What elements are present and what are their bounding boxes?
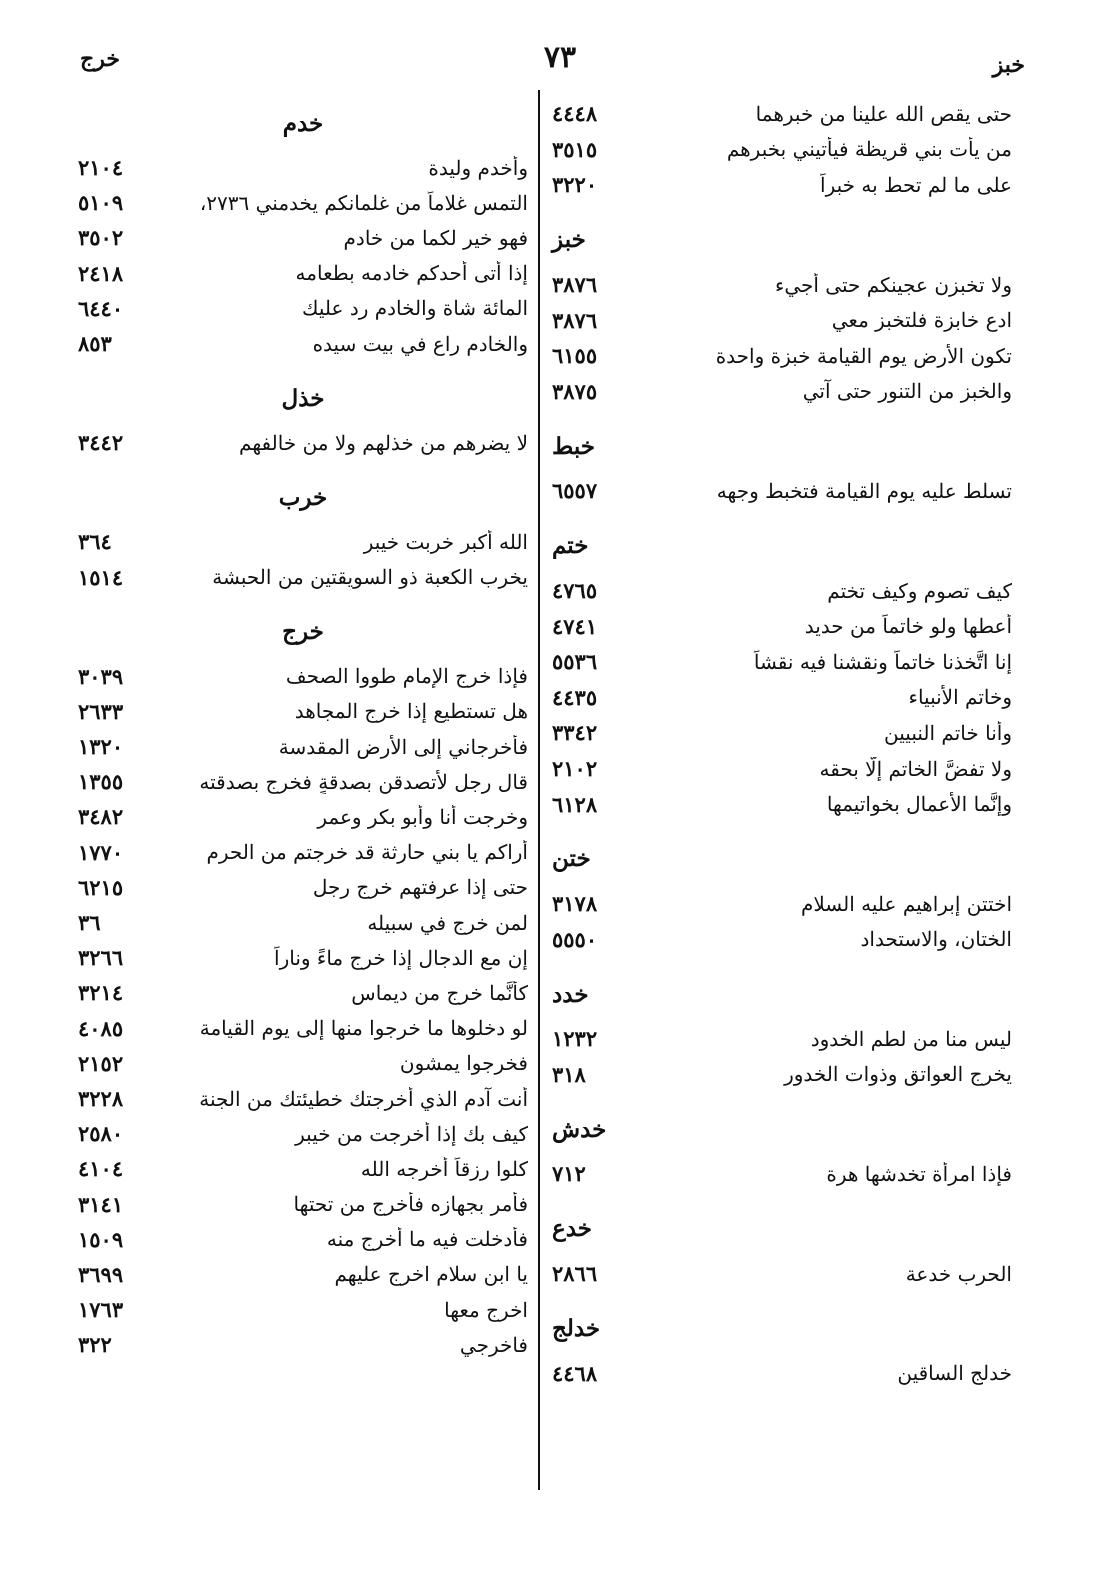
hadith-phrase: من يأت بني قريظة فيأتيني بخبرهم (726, 137, 1012, 162)
hadith-number: ٣٨٧٥ (552, 378, 598, 404)
hadith-phrase: على ما لم تحط به خبراً (820, 172, 1012, 197)
header-last-word: خرج (80, 46, 120, 72)
index-entry (78, 291, 528, 326)
index-entry (78, 799, 528, 834)
hadith-number: ٣٢١٤ (78, 980, 124, 1006)
hadith-number: ٦٤٤٠ (78, 295, 124, 321)
hadith-phrase: فأدخلت فيه ما أخرج منه (326, 1227, 528, 1252)
hadith-number: ٤٧٦٥ (552, 577, 598, 603)
index-entry (552, 1156, 1012, 1192)
index-entry (552, 1021, 1012, 1057)
hadith-number: ٤٤٦٨ (552, 1360, 598, 1386)
hadith-phrase: أعطها ولو خاتماً من حديد (804, 614, 1012, 639)
index-entry (78, 1187, 528, 1222)
hadith-phrase: يا ابن سلام اخرج عليهم (334, 1262, 528, 1287)
root-heading: خرج (282, 618, 324, 646)
hadith-number: ٢٤١٨ (78, 260, 124, 286)
hadith-phrase: التمس غلاماً من غلمانكم يخدمني ٢٧٣٦، (199, 190, 528, 215)
hadith-phrase: والخبز من التنور حتى آتي (802, 379, 1012, 404)
page-header (0, 40, 1111, 86)
hadith-number: ٣٠٣٩ (78, 663, 124, 689)
hadith-number: ١٢٣٢ (552, 1026, 598, 1052)
root-heading: خدع (552, 1215, 593, 1243)
index-entry (552, 1355, 1012, 1391)
hadith-phrase: الحرب خدعة (905, 1261, 1012, 1286)
hadith-number: ٤١٠٤ (78, 1156, 124, 1182)
hadith-number: ٤٤٤٨ (552, 101, 598, 127)
hadith-phrase: ولا تخبزن عجينكم حتى أجيء (774, 272, 1012, 297)
hadith-number: ٣١٨ (552, 1061, 586, 1087)
hadith-phrase: أنت آدم الذي أخرجتك خطيئتك من الجنة (199, 1086, 528, 1111)
hadith-number: ٢١٠٤ (78, 155, 124, 180)
hadith-number: ٣٢٢ (78, 1332, 112, 1358)
index-entry (552, 167, 1012, 203)
hadith-number: ٣٨٧٦ (552, 271, 598, 297)
hadith-number: ١٥١٤ (78, 564, 124, 590)
index-entry (78, 425, 528, 460)
hadith-number: ٢٨٦٦ (552, 1261, 598, 1287)
hadith-number: ١٣٢٠ (78, 734, 124, 760)
index-entry (552, 302, 1012, 338)
hadith-phrase: كيف تصوم وكيف تختم (827, 578, 1012, 603)
header-first-word: خبز (992, 52, 1025, 78)
index-entry (78, 1081, 528, 1116)
index-entry (78, 326, 528, 361)
index-entry (78, 1151, 528, 1186)
index-entry (552, 608, 1012, 644)
index-entry (78, 1046, 528, 1081)
hadith-number: ٥٥٥٠ (552, 926, 598, 952)
hadith-phrase: الختان، والاستحداد (860, 927, 1012, 952)
hadith-phrase: خدلج الساقين (897, 1361, 1012, 1386)
hadith-number: ٢٦٣٣ (78, 698, 124, 724)
root-heading: خدلج (552, 1314, 601, 1342)
root-heading: ختن (552, 845, 591, 873)
index-entry (78, 1116, 528, 1151)
index-entry (78, 835, 528, 870)
hadith-number: ٥١٠٩ (78, 190, 124, 216)
index-entry (552, 886, 1012, 922)
hadith-number: ٣٥١٥ (552, 136, 598, 162)
hadith-phrase: إن مع الدجال إذا خرج ماءً وناراً (274, 945, 528, 970)
index-entry (552, 267, 1012, 303)
hadith-phrase: الله أكبر خربت خيبر (363, 529, 528, 554)
index-entry (552, 715, 1012, 751)
hadith-phrase: وأخدم وليدة (428, 155, 528, 180)
hadith-phrase: اخرج معها (444, 1297, 528, 1322)
hadith-number: ٤٧٤١ (552, 613, 598, 639)
index-entry (78, 905, 528, 940)
index-entry (78, 764, 528, 799)
hadith-number: ٢٥٨٠ (78, 1121, 124, 1147)
hadith-number: ١٣٥٥ (78, 769, 124, 795)
hadith-phrase: وأنا خاتم النبيين (884, 720, 1012, 745)
hadith-phrase: إذا أتى أحدكم خادمه بطعامه (295, 261, 528, 286)
hadith-number: ٦١٥٥ (552, 343, 598, 369)
hadith-number: ٣٦٤ (78, 529, 112, 555)
index-entry (78, 1222, 528, 1257)
index-entry (552, 1256, 1012, 1292)
hadith-number: ٣٢٢٠ (552, 172, 598, 198)
hadith-number: ٥٥٣٦ (552, 649, 598, 675)
index-entry (552, 680, 1012, 716)
hadith-number: ٢١٠٢ (552, 755, 598, 781)
index-entry (78, 1257, 528, 1292)
index-entry (78, 1011, 528, 1046)
hadith-phrase: اختتن إبراهيم عليه السلام (800, 891, 1012, 916)
index-entry (552, 644, 1012, 680)
index-entry (552, 338, 1012, 374)
page-number: ٧٣ (543, 40, 577, 75)
root-heading: خبط (552, 432, 595, 460)
hadith-number: ١٧٧٠ (78, 839, 124, 865)
hadith-number: ٣٤٤٢ (78, 430, 124, 456)
index-entry (552, 374, 1012, 410)
left-column (78, 96, 528, 1362)
index-entry (552, 132, 1012, 168)
index-entry (78, 940, 528, 975)
hadith-number: ٢١٥٢ (78, 1050, 124, 1076)
hadith-phrase: يخرج العواتق وذوات الخدور (784, 1062, 1012, 1087)
index-entry (552, 473, 1012, 509)
right-column (552, 96, 1012, 1391)
hadith-phrase: وخاتم الأنبياء (908, 685, 1012, 710)
index-entry (552, 751, 1012, 787)
hadith-phrase: والخادم راع في بيت سيده (312, 331, 528, 356)
hadith-phrase: يخرب الكعبة ذو السويقتين من الحبشة (212, 565, 528, 590)
hadith-phrase: وخرجت أنا وأبو بكر وعمر (317, 805, 528, 830)
root-heading: خدش (552, 1115, 607, 1143)
hadith-phrase: تكون الأرض يوم القيامة خبزة واحدة (715, 343, 1012, 368)
hadith-phrase: حتى يقص الله علينا من خبرهما (755, 101, 1012, 126)
index-entry (78, 694, 528, 729)
hadith-phrase: فخرجوا يمشون (399, 1051, 528, 1076)
hadith-phrase: لا يضرهم من خذلهم ولا من خالفهم (239, 430, 528, 455)
hadith-number: ٨٥٣ (78, 330, 112, 356)
hadith-number: ٣١٤١ (78, 1191, 124, 1217)
column-divider (538, 90, 540, 1490)
index-entry (78, 524, 528, 559)
hadith-number: ٣٢٢٨ (78, 1085, 124, 1111)
hadith-phrase: ادع خابزة فلتخبز معي (831, 308, 1012, 333)
root-heading: خدد (552, 980, 589, 1008)
hadith-number: ٦٥٥٧ (552, 478, 598, 504)
root-heading: ختم (552, 532, 589, 560)
hadith-phrase: كيف بك إذا أخرجت من خيبر (295, 1121, 528, 1146)
index-entry (78, 975, 528, 1010)
index-entry (78, 185, 528, 220)
hadith-phrase: أراكم يا بني حارثة قد خرجتم من الحرم (206, 840, 528, 865)
hadith-phrase: كأنَّما خرج من ديماس (351, 980, 528, 1005)
hadith-phrase: فهو خير لكما من خادم (343, 225, 528, 250)
index-entry (78, 220, 528, 255)
hadith-phrase: فأخرجاني إلى الأرض المقدسة (278, 734, 528, 759)
root-heading: خدم (282, 109, 324, 137)
root-heading: خرب (278, 483, 328, 511)
hadith-phrase: حتى إذا عرفتهم خرج رجل (312, 875, 528, 900)
hadith-phrase: المائة شاة والخادم رد عليك (302, 296, 528, 321)
index-entry (78, 560, 528, 595)
hadith-number: ٦١٢٨ (552, 791, 598, 817)
root-heading: خذل (281, 384, 325, 412)
hadith-phrase: وإنَّما الأعمال بخواتيمها (826, 792, 1012, 817)
hadith-phrase: فأمر بجهازه فأخرج من تحتها (293, 1192, 528, 1217)
hadith-phrase: هل تستطيع إذا خرج المجاهد (294, 699, 528, 724)
index-entry (78, 150, 528, 185)
index-entry (552, 786, 1012, 822)
hadith-number: ٣٦٩٩ (78, 1261, 124, 1287)
hadith-number: ٣٥٠٢ (78, 225, 124, 251)
hadith-phrase: فإذا امرأة تخدشها هرة (826, 1162, 1012, 1187)
hadith-number: ٦٢١٥ (78, 874, 124, 900)
hadith-phrase: تسلط عليه يوم القيامة فتخبط وجهه (716, 478, 1012, 503)
hadith-number: ٣٣٤٢ (552, 720, 598, 746)
hadith-number: ٤٤٣٥ (552, 684, 598, 710)
index-entry (78, 256, 528, 291)
hadith-phrase: إنا اتَّخذنا خاتماً ونقشنا فيه نقشاً (753, 649, 1012, 674)
hadith-phrase: لمن خرج في سبيله (367, 910, 528, 935)
root-heading: خبز (552, 226, 586, 254)
hadith-phrase: فاخرجي (459, 1332, 528, 1357)
index-entry (552, 96, 1012, 132)
index-entry (78, 659, 528, 694)
hadith-number: ٣٦ (78, 910, 101, 935)
index-entry (552, 573, 1012, 609)
hadith-phrase: قال رجل لأتصدقن بصدقةٍ فخرج بصدقته (199, 769, 528, 794)
index-entry (552, 922, 1012, 958)
index-entry (78, 1327, 528, 1362)
hadith-number: ٧١٢ (552, 1161, 586, 1187)
hadith-number: ٣١٧٨ (552, 891, 598, 917)
hadith-phrase: لو دخلوها ما خرجوا منها إلى يوم القيامة (199, 1016, 528, 1041)
index-entry (78, 870, 528, 905)
hadith-phrase: فإذا خرج الإمام طووا الصحف (285, 664, 528, 689)
hadith-number: ٣٨٧٦ (552, 307, 598, 333)
hadith-phrase: كلوا رزقاً أخرجه الله (360, 1156, 528, 1181)
index-entry (552, 1057, 1012, 1093)
hadith-number: ٣٤٨٢ (78, 804, 124, 830)
hadith-number: ١٥٠٩ (78, 1226, 124, 1252)
hadith-phrase: ولا تفضَّ الخاتم إلَّا بحقه (819, 756, 1012, 781)
index-entry (78, 729, 528, 764)
index-entry (78, 1292, 528, 1327)
hadith-number: ١٧٦٣ (78, 1297, 124, 1323)
hadith-number: ٣٢٦٦ (78, 945, 124, 971)
hadith-number: ٤٠٨٥ (78, 1015, 124, 1041)
hadith-phrase: ليس منا من لطم الخدود (810, 1026, 1012, 1051)
